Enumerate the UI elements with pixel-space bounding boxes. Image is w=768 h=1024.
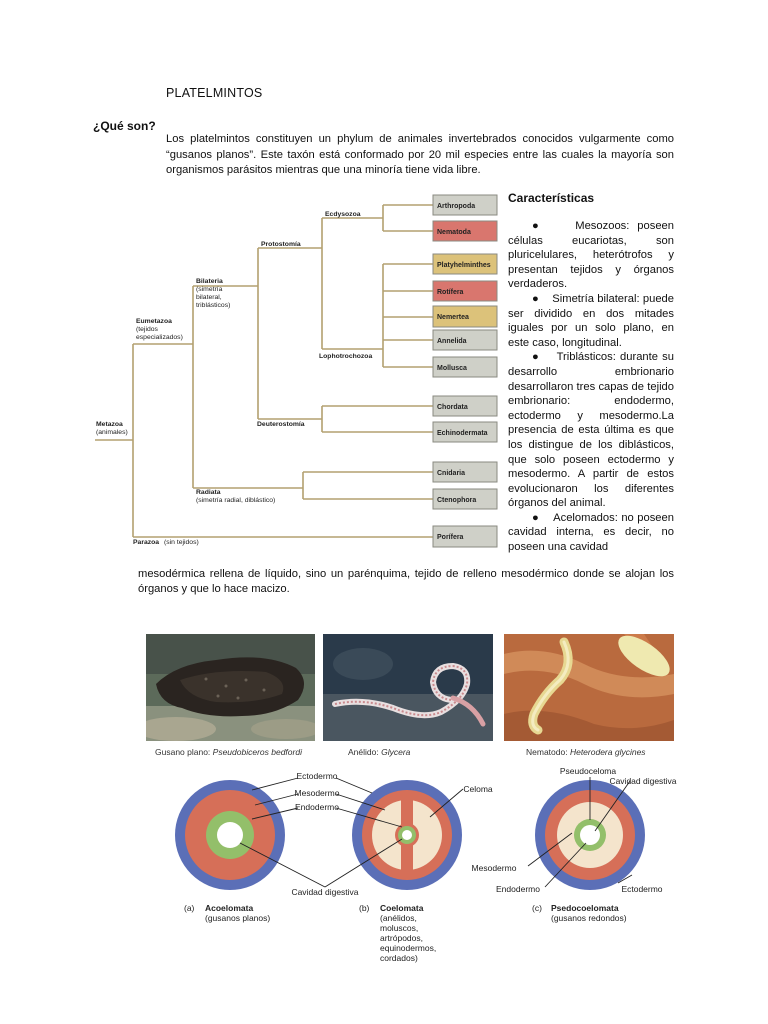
taxon-nemertea	[433, 306, 497, 327]
svg-text:Rotífera: Rotífera	[437, 289, 464, 296]
label-endodermo-c: Endodermo	[496, 884, 540, 894]
characteristics-list	[508, 219, 674, 555]
caption-a-name: Acoelomata	[205, 903, 254, 913]
node-metazoa-note: (animales)	[96, 429, 128, 436]
caption-b-note: equinodermos,	[380, 943, 437, 953]
node-bilateria-note: bilateral,	[196, 294, 222, 301]
label-endodermo-a: Endodermo	[295, 802, 339, 812]
svg-text:Annelida: Annelida	[437, 338, 467, 345]
taxon-cnidaria	[433, 462, 497, 482]
svg-text:Arthropoda: Arthropoda	[437, 203, 476, 210]
list-item: ● Mesozoos: poseen células eucariotas, son pluricelulares, heterótrofos y presentan tejidos y órganos verdaderos.	[508, 220, 674, 291]
taxon-chordata	[433, 396, 497, 416]
node-bilateria-note: triblásticos)	[196, 302, 231, 309]
node-metazoa: Metazoa	[96, 421, 123, 428]
photo-captions	[140, 744, 680, 758]
flatworm-photo	[146, 634, 315, 741]
svg-text:Cnidaria: Cnidaria	[437, 470, 466, 477]
caption-c-note: (gusanos redondos)	[551, 913, 627, 923]
taxon-echinodermata	[433, 422, 497, 442]
svg-text:Mollusca: Mollusca	[437, 365, 467, 372]
caption-b-note: artrópodos,	[380, 933, 423, 943]
caption-b-note: (anélidos,	[380, 913, 417, 923]
node-eumetazoa-note: especializados)	[136, 334, 183, 341]
taxon-platyhelminthes	[433, 254, 497, 274]
node-bilateria: Bilateria	[196, 278, 223, 285]
node-eumetazoa: Eumetazoa	[136, 318, 172, 325]
svg-text:Echinodermata: Echinodermata	[437, 430, 488, 437]
svg-text:Porífera: Porífera	[437, 534, 464, 541]
flatworm-caption: Gusano plano: Pseudobiceros bedfordi	[155, 747, 302, 757]
svg-text:Ctenophora: Ctenophora	[437, 497, 477, 504]
taxon-mollusca	[433, 357, 497, 377]
list-item: ● Triblásticos: durante su desarrollo embrionario desarrollaron tres capas de tejido embrionario: endodermo, ectodermo y mesodermo.La presencia de esta última es que los distingue de los diblásticos, que solo poseen ectodermo y mesodermo. A partir de estos evolucionaron los diferentes órganos del animal.	[508, 351, 674, 510]
svg-text:Chordata: Chordata	[437, 404, 468, 411]
label-ectodermo-c: Ectodermo	[621, 884, 663, 894]
caption-a-letter: (a)	[184, 903, 195, 913]
taxon-arthropoda	[433, 195, 497, 215]
label-cavidad-c: Cavidad digestiva	[609, 776, 677, 786]
nematode-photo	[504, 634, 674, 741]
section-question: ¿Qué son?	[93, 119, 156, 133]
label-pseudoceloma: Pseudoceloma	[559, 766, 617, 776]
node-parazoa: Parazoa	[133, 539, 160, 546]
tree-branches	[95, 205, 433, 537]
node-deuterostomia: Deuterostomía	[257, 421, 305, 428]
characteristics-continuation: mesodérmica rellena de líquido, sino un parénquima, tejido de relleno mesodérmico donde se alojan los órganos y que lo hace macizo.	[138, 568, 674, 595]
annelid-caption: Anélido: Glycera	[348, 747, 411, 757]
label-mesodermo-c: Mesodermo	[471, 863, 517, 873]
caption-b-letter: (b)	[359, 903, 370, 913]
acoelomate-diagram	[175, 780, 285, 890]
taxon-annelida	[433, 330, 497, 350]
node-protostomia: Protostomía	[261, 241, 301, 248]
taxon-ctenophora	[433, 489, 497, 509]
phylogenetic-tree	[90, 190, 505, 555]
label-celoma: Celoma	[463, 784, 493, 794]
node-eumetazoa-note: (tejidos	[136, 326, 158, 333]
annelid-photo	[323, 634, 493, 741]
intro-paragraph: Los platelmintos constituyen un phylum de animales invertebrados conocidos vulgarmente como “gusanos planos”. Este taxón está conformado por 20 mil especies entre las cuales la mayoría son organismos parásitos mientras que una minoría tiene vida libre.	[166, 133, 674, 176]
coelomate-diagram	[352, 780, 462, 890]
body-plan-diagram	[140, 765, 700, 970]
label-cavidad-a: Cavidad digestiva	[291, 887, 359, 897]
list-item: ● Simetría bilateral: puede ser dividido en dos mitades iguales por un solo plano, en este caso, longitudinal.	[508, 292, 674, 349]
characteristics-heading: Características	[508, 191, 595, 205]
caption-c-letter: (c)	[532, 903, 542, 913]
node-bilateria-note: (simetría	[196, 286, 223, 293]
caption-b-note: cordados)	[380, 953, 418, 963]
svg-text:Platyhelminthes: Platyhelminthes	[437, 262, 491, 269]
node-ecdysozoa: Ecdysozoa	[325, 211, 361, 218]
taxon-nematoda	[433, 221, 497, 241]
caption-a-note: (gusanos planos)	[205, 913, 271, 923]
list-item: ● Acelomados: no poseen cavidad interna, es decir, no poseen una cavidad	[508, 511, 674, 554]
svg-text:Nematoda: Nematoda	[437, 229, 471, 236]
svg-text:Nemertea: Nemertea	[437, 314, 469, 321]
caption-b-name: Coelomata	[380, 903, 424, 913]
taxon-porifera	[433, 526, 497, 547]
label-ectodermo-a: Ectodermo	[296, 771, 338, 781]
node-radiata: Radiata	[196, 489, 221, 496]
caption-c-name: Psedocoelomata	[551, 903, 619, 913]
caption-b-note: moluscos,	[380, 923, 419, 933]
node-parazoa-note: (sin tejidos)	[164, 539, 199, 546]
label-mesodermo-a: Mesodermo	[294, 788, 340, 798]
page-title: PLATELMINTOS	[166, 86, 263, 100]
taxon-rotifera	[433, 281, 497, 301]
node-radiata-note: (simetría radial, diblástico)	[196, 497, 276, 504]
nematode-caption: Nematodo: Heterodera glycines	[526, 747, 646, 757]
node-lophotrochozoa: Lophotrochozoa	[319, 353, 373, 360]
